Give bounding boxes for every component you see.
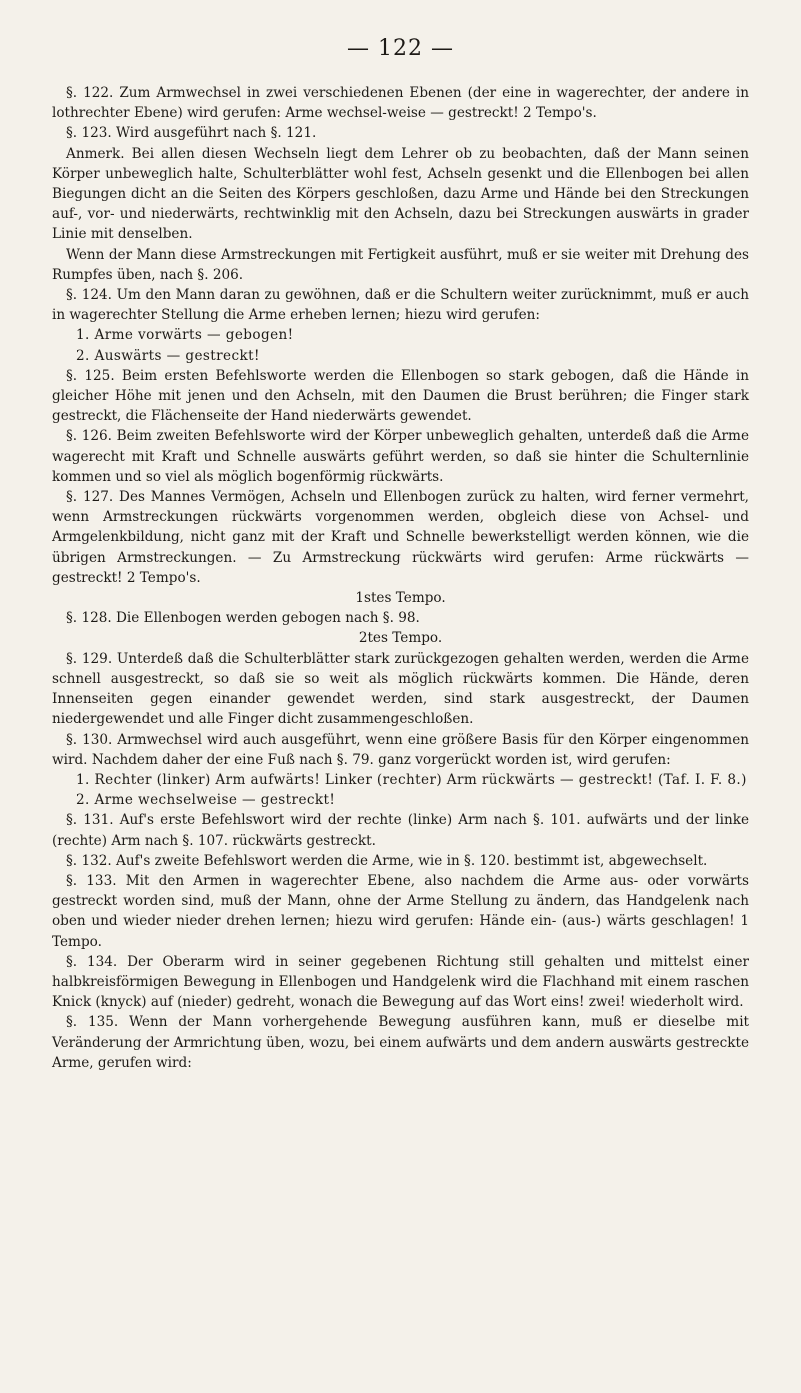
paragraph-132: §. 132. Auf's zweite Befehlswort werden die Arme, wie in §. 120. bestimmt ist, abgewechselt. <box>66 852 708 869</box>
remark: Anmerk. Bei allen diesen Wechseln liegt dem Lehrer ob zu beobachten, daß der Mann seinen Körper unbeweglich halte, Schulterblätter wohl fest, Achseln gesenkt und die Ellenbogen bei allen Biegungen dicht an die Seiten des Körpers geschloßen, dazu Arme und Hände bei den Streckungen auf-, vor- und niederwärts, rechtwinklig mit den Achseln, dazu bei Streckungen auswärts in grader Linie mit denselben. <box>52 145 749 243</box>
paragraph-133: §. 133. Mit den Armen in wagerechter Ebene, also nachdem die Arme aus- oder vorwärts gestreckt worden sind, muß der Mann, ohne der Arme Stellung zu ändern, das Handgelenk nach oben und wieder nieder drehen lernen; hiezu wird gerufen: Hände ein- (aus-) wärts geschlagen! 1 Tempo. <box>52 872 749 950</box>
paragraph-126: §. 126. Beim zweiten Befehlsworte wird der Körper unbeweglich gehalten, unterdeß daß die Arme wagerecht mit Kraft und Schnelle auswärts geführt werden, so daß sie hinter die Schulternlinie kommen und so viel als möglich bogenförmig rückwärts. <box>52 428 749 485</box>
paragraph-122: §. 122. Zum Armwechsel in zwei verschiedenen Ebenen (der eine in wagerechter, der andere in lothrechter Ebene) wird gerufen: Arme wechsel-weise — gestreckt! 2 Tempo's. <box>52 85 749 122</box>
paragraph-129: §. 129. Unterdeß daß die Schulterblätter stark zurückgezogen gehalten werden, werden die Arme schnell ausgestreckt, so daß sie so weit als möglich rückwärts kommen. Die Hände, deren Innenseiten gegen einander gewendet werden, sind stark ausgestreckt, der Daumen niedergewendet und alle Finger dicht zusammengeschloßen. <box>52 650 749 728</box>
command-1: 1. Arme vorwärts — gebogen! <box>76 327 294 344</box>
paragraph-130: §. 130. Armwechsel wird auch ausgeführt, wenn eine größere Basis für den Körper eingenommen wird. Nachdem daher der eine Fuß nach §. 79. ganz vorgerückt worden ist, wird gerufen: <box>52 731 749 768</box>
command-130-1: 1. Rechter (linker) Arm aufwärts! Linker (rechter) Arm rückwärts — gestreckt! (Taf. I. F. 8.) <box>76 771 747 788</box>
paragraph-124: §. 124. Um den Mann daran zu gewöhnen, daß er die Schultern weiter zurücknimmt, muß er auch in wagerechter Stellung die Arme erheben lernen; hiezu wird gerufen: <box>52 287 749 324</box>
tempo-heading-2: 2tes Tempo. <box>358 630 443 647</box>
page-number: — 122 — <box>347 36 454 61</box>
paragraph-125: §. 125. Beim ersten Befehlsworte werden die Ellenbogen so stark gebogen, daß die Hände in gleicher Höhe mit jenen und den Achseln, mit den Daumen die Brust berühren; die Finger stark gestreckt, die Flächenseite der Hand niederwärts gewendet. <box>52 367 749 425</box>
paragraph-remark-cont: Wenn der Mann diese Armstreckungen mit Fertigkeit ausführt, muß er sie weiter mit Drehung des Rumpfes üben, nach §. 206. <box>52 246 749 283</box>
paragraph-135: §. 135. Wenn der Mann vorhergehende Bewegung ausführen kann, muß er dieselbe mit Veränderung der Armrichtung üben, wozu, bei einem aufwärts und dem andern auswärts gestreckte Arme, gerufen wird: <box>52 1014 749 1071</box>
tempo-heading-1: 1stes Tempo. <box>355 590 446 607</box>
paragraph-128: §. 128. Die Ellenbogen werden gebogen nach §. 98. <box>66 610 420 627</box>
paragraph-131: §. 131. Auf's erste Befehlswort wird der rechte (linke) Arm nach §. 101. aufwärts und der linke (rechte) Arm nach §. 107. rückwärts gestreckt. <box>52 812 749 849</box>
command-2: 2. Auswärts — gestreckt! <box>76 347 260 364</box>
paragraph-127: §. 127. Des Mannes Vermögen, Achseln und Ellenbogen zurück zu halten, wird ferner vermehrt, wenn Armstreckungen rückwärts vorgenommen werden, obgleich diese von Achsel- und Armgelenkbildung, nicht ganz mit der Kraft und Schnelle bewerkstelligt werden können, wie die übrigen Armstreckungen. — Zu Armstreckung rückwärts wird gerufen: Arme rückwärts — gestreckt! 2 Tempo's. <box>52 489 749 586</box>
command-130-2: 2. Arme wechselweise — gestreckt! <box>76 792 336 809</box>
paragraph-134: §. 134. Der Oberarm wird in seiner gegebenen Richtung still gehalten und mittelst einer halbkreisförmigen Bewegung in Ellenbogen und Handgelenk wird die Flachhand mit einem raschen Knick (knyck) auf (nieder) gedreht, wonach die Bewegung auf das Wort eins! zwei! wiederholt wird. <box>52 953 749 1011</box>
paragraph-123: §. 123. Wird ausgeführt nach §. 121. <box>66 125 317 142</box>
